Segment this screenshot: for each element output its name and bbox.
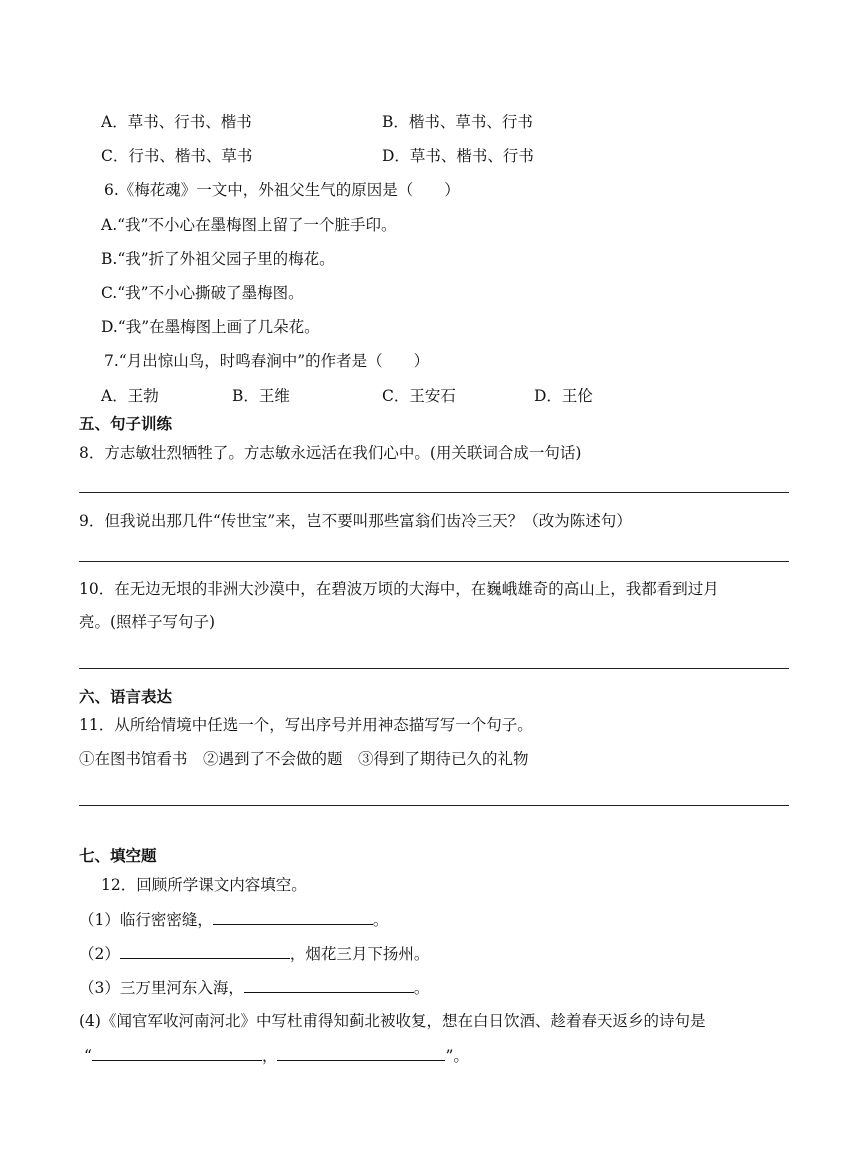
q11-answer-line[interactable] [79, 805, 789, 806]
q11-text: 11．从所给情境中任选一个，写出序号并用神态描写写一个句子。 [79, 716, 533, 734]
q12-blank-4-row [84, 1044, 469, 1067]
q12-blank-3[interactable] [244, 976, 414, 993]
q12-blank-4-comma: ， [261, 1047, 278, 1065]
q6-option-b: B.“我”折了外祖父园子里的梅花。 [101, 250, 335, 268]
q5-option-a: A．草书、行书、楷书 [101, 113, 252, 131]
q5-option-b: B．楷书、草书、行书 [382, 113, 533, 131]
q12-blank-4-text: (4)《闻官军收河南河北》中写杜甫得知蓟北被收复，想在白日饮酒、趁着春天返乡的诗句是 [79, 1012, 706, 1030]
q6-option-d: D.“我”在墨梅图上画了几朵花。 [101, 318, 320, 336]
q8-answer-line[interactable] [79, 492, 789, 493]
q7-option-a: A．王勃 [101, 387, 159, 405]
q6-option-a: A.“我”不小心在墨梅图上留了一个脏手印。 [101, 216, 397, 234]
q12-blank-2[interactable] [120, 942, 290, 959]
q7-stem: 7.“月出惊山鸟，时鸣春涧中”的作者是（ ） [104, 352, 430, 370]
q12-text: 12．回顾所学课文内容填空。 [101, 876, 307, 894]
q12-blank-4-open-quote: “ [84, 1047, 92, 1065]
q12-blank-4b[interactable] [277, 1044, 445, 1061]
q12-blank-3-prefix: （3）三万里河东入海， [79, 979, 244, 997]
section7-title: 七、填空题 [79, 847, 157, 865]
q10-text-line2: 亮。(照样子写句子) [79, 613, 216, 631]
section5-title: 五、句子训练 [79, 415, 173, 433]
q12-blank-2-suffix: ，烟花三月下扬州。 [289, 945, 430, 963]
q12-blank-3-suffix: 。 [413, 979, 430, 997]
q12-blank-1-row [79, 908, 388, 931]
q11-options: ①在图书馆看书 ②遇到了不会做的题 ③得到了期待已久的礼物 [79, 750, 529, 768]
q12-blank-1[interactable] [213, 908, 373, 925]
section6-title: 六、语言表达 [79, 688, 173, 706]
q12-blank-1-suffix: 。 [372, 911, 389, 929]
q7-option-b: B．王维 [232, 387, 290, 405]
q10-text-line1: 10．在无边无垠的非洲大沙漠中，在碧波万顷的大海中，在巍峨雄奇的高山上，我都看到过月 [79, 580, 719, 598]
q9-text: 9．但我说出那几件“传世宝”来，岂不要叫那些富翁们齿冷三天？（改为陈述句） [79, 512, 632, 530]
q12-blank-2-row [79, 942, 429, 965]
q7-option-c: C．王安石 [382, 387, 456, 405]
q6-stem: 6.《梅花魂》一文中，外祖父生气的原因是（ ） [104, 181, 460, 199]
q6-option-c: C.“我”不小心撕破了墨梅图。 [101, 284, 304, 302]
q7-option-d: D．王伦 [534, 387, 593, 405]
q10-answer-line[interactable] [79, 668, 789, 669]
q8-text: 8．方志敏壮烈牺牲了。方志敏永远活在我们心中。(用关联词合成一句话) [79, 444, 582, 462]
q12-blank-3-row [79, 976, 429, 999]
q12-blank-4-close-quote: ”。 [445, 1047, 469, 1065]
q5-option-c: C．行书、楷书、草书 [101, 147, 253, 165]
q12-blank-4a[interactable] [92, 1044, 262, 1061]
q12-blank-1-prefix: （1）临行密密缝， [79, 911, 213, 929]
q5-option-d: D．草书、楷书、行书 [382, 147, 534, 165]
q12-blank-2-prefix: （2） [79, 945, 120, 963]
q9-answer-line[interactable] [79, 561, 789, 562]
